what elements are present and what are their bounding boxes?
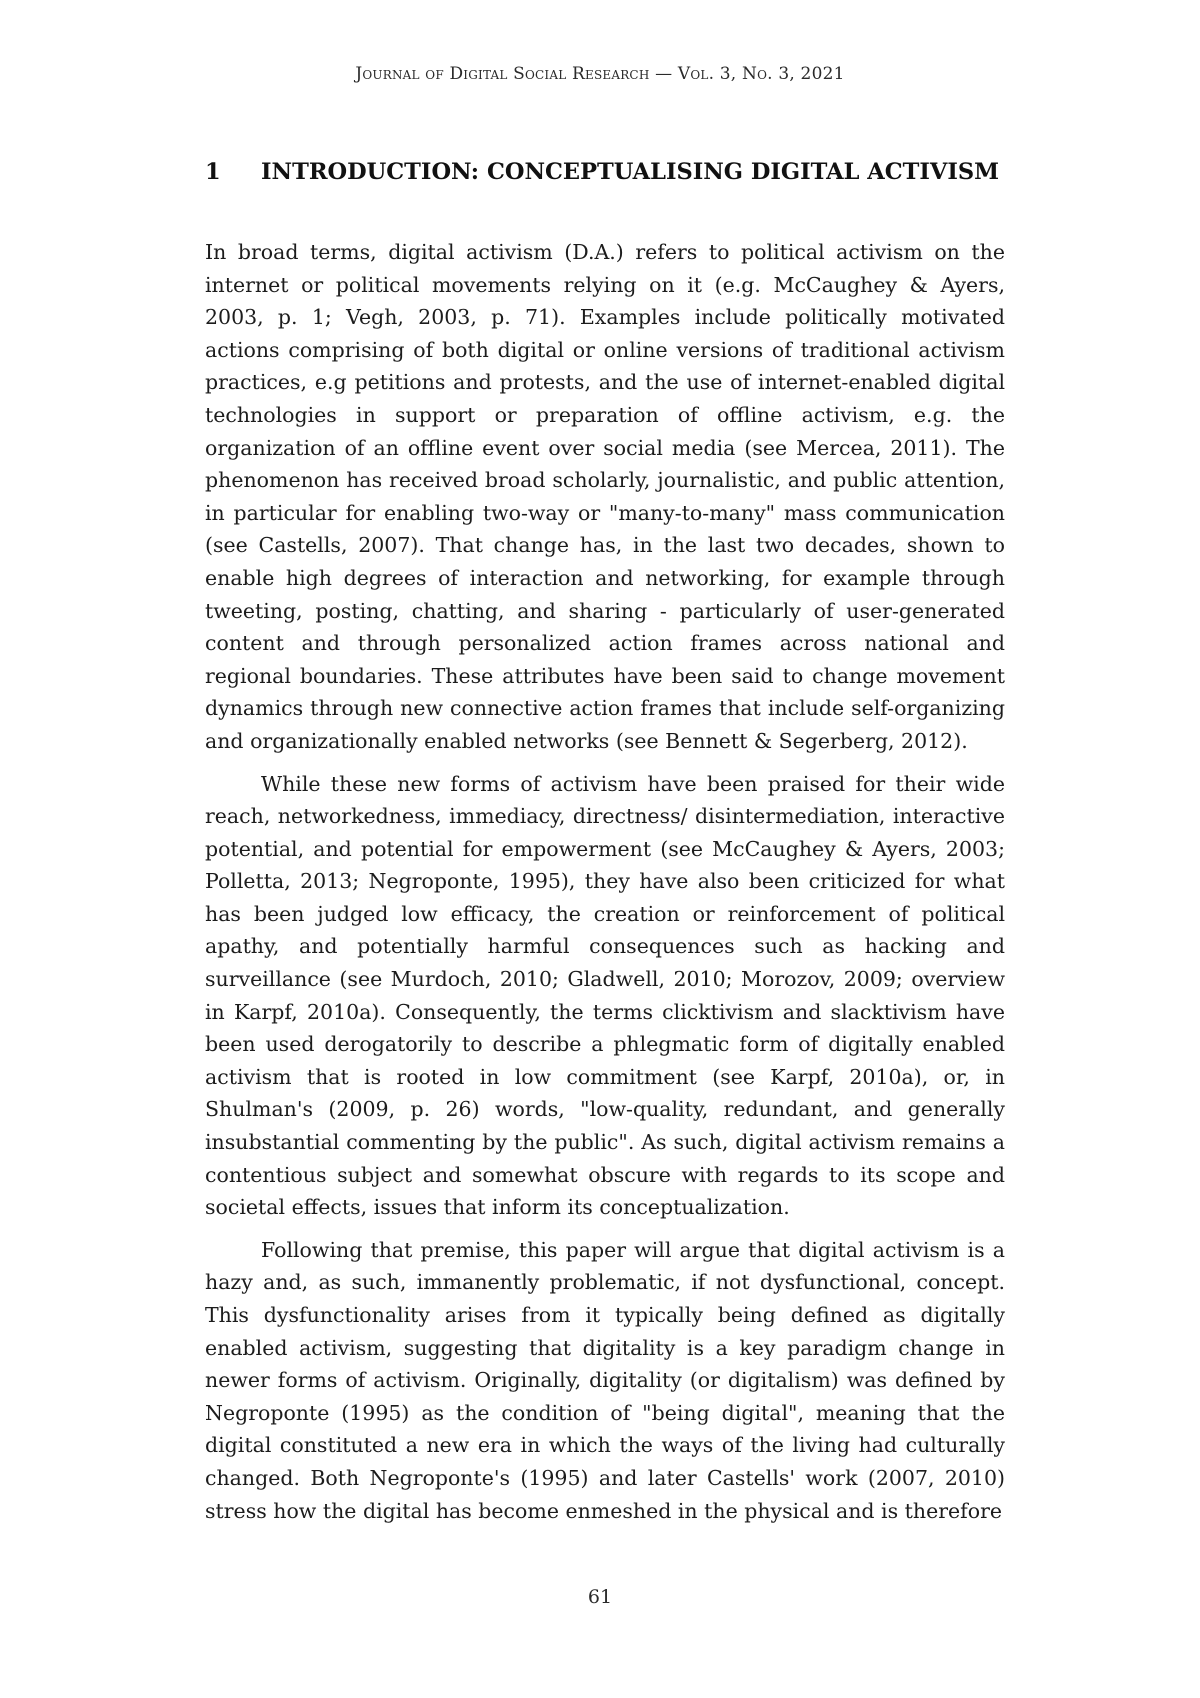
paragraph: Following that premise, this paper will argue that digital activism is a hazy and, as such, immanently problematic, if not dysfunctional, concept. This dysfunctionality arises from it typically being defined as digitally enabled activism, suggesting that digitality is a key paradigm change in newer forms of activism. Originally, digitality (or digitalism) was defined by Negroponte (1995) as the condition of "being digital", meaning that the digital constituted a new era in which the ways of the living had culturally changed. Both Negroponte's (1995) and later Castells' work (2007, 2010) stress how the digital has become enmeshed in the physical and is therefore (205, 1237, 1005, 1523)
section-heading (205, 156, 1005, 189)
page-number: 61 (587, 1586, 613, 1608)
section-title: INTRODUCTION: CONCEPTUALISING DIGITAL ACTIVISM (261, 159, 1000, 185)
paragraph: In broad terms, digital activism (D.A.) refers to political activism on the internet or political movements relying on it (e.g. McCaughey & Ayers, 2003, p. 1; Vegh, 2003, p. 71). Examples include politically motivated actions comprising of both digital or online versions of traditional activism practices, e.g petitions and protests, and the use of internet-enabled digital technologies in support or preparation of offline activism, e.g. the organization of an offline event over social media (see Mercea, 2011). The phenomenon has received broad scholarly, journalistic, and public attention, in particular for enabling two-way or "many-to-many" mass communication (see Castells, 2007). That change has, in the last two decades, shown to enable high degrees of interaction and networking, for example through tweeting, posting, chatting, and sharing - particularly of user-generated content and through personalized action frames across national and regional boundaries. These attributes have been said to change movement dynamics through new connective action frames that include self-organizing and organizationally enabled networks (see Bennett & Segerberg, 2012). (205, 240, 1005, 753)
body-text (205, 236, 1005, 1537)
running-header: Journal of Digital Social Research — Vol. 3, No. 3, 2021 (355, 64, 845, 84)
paragraph: While these new forms of activism have been praised for their wide reach, networkedness, immediacy, directness/ disintermediation, interactive potential, and potential for empowerment (see McCaughey & Ayers, 2003; Polletta, 2013; Negroponte, 1995), they have also been criticized for what has been judged low efficacy, the creation or reinforcement of political apathy, and potentially harmful consequences such as hacking and surveillance (see Murdoch, 2010; Gladwell, 2010; Morozov, 2009; overview in Karpf, 2010a). Consequently, the terms clicktivism and slacktivism have been used derogatorily to describe a phlegmatic form of digitally enabled activism that is rooted in low commitment (see Karpf, 2010a), or, in Shulman's (2009, p. 26) words, "low-quality, redundant, and generally insubstantial commenting by the public". As such, digital activism remains a contentious subject and somewhat obscure with regards to its scope and societal effects, issues that inform its conceptualization. (205, 771, 1005, 1220)
section-number: 1 (205, 159, 221, 185)
